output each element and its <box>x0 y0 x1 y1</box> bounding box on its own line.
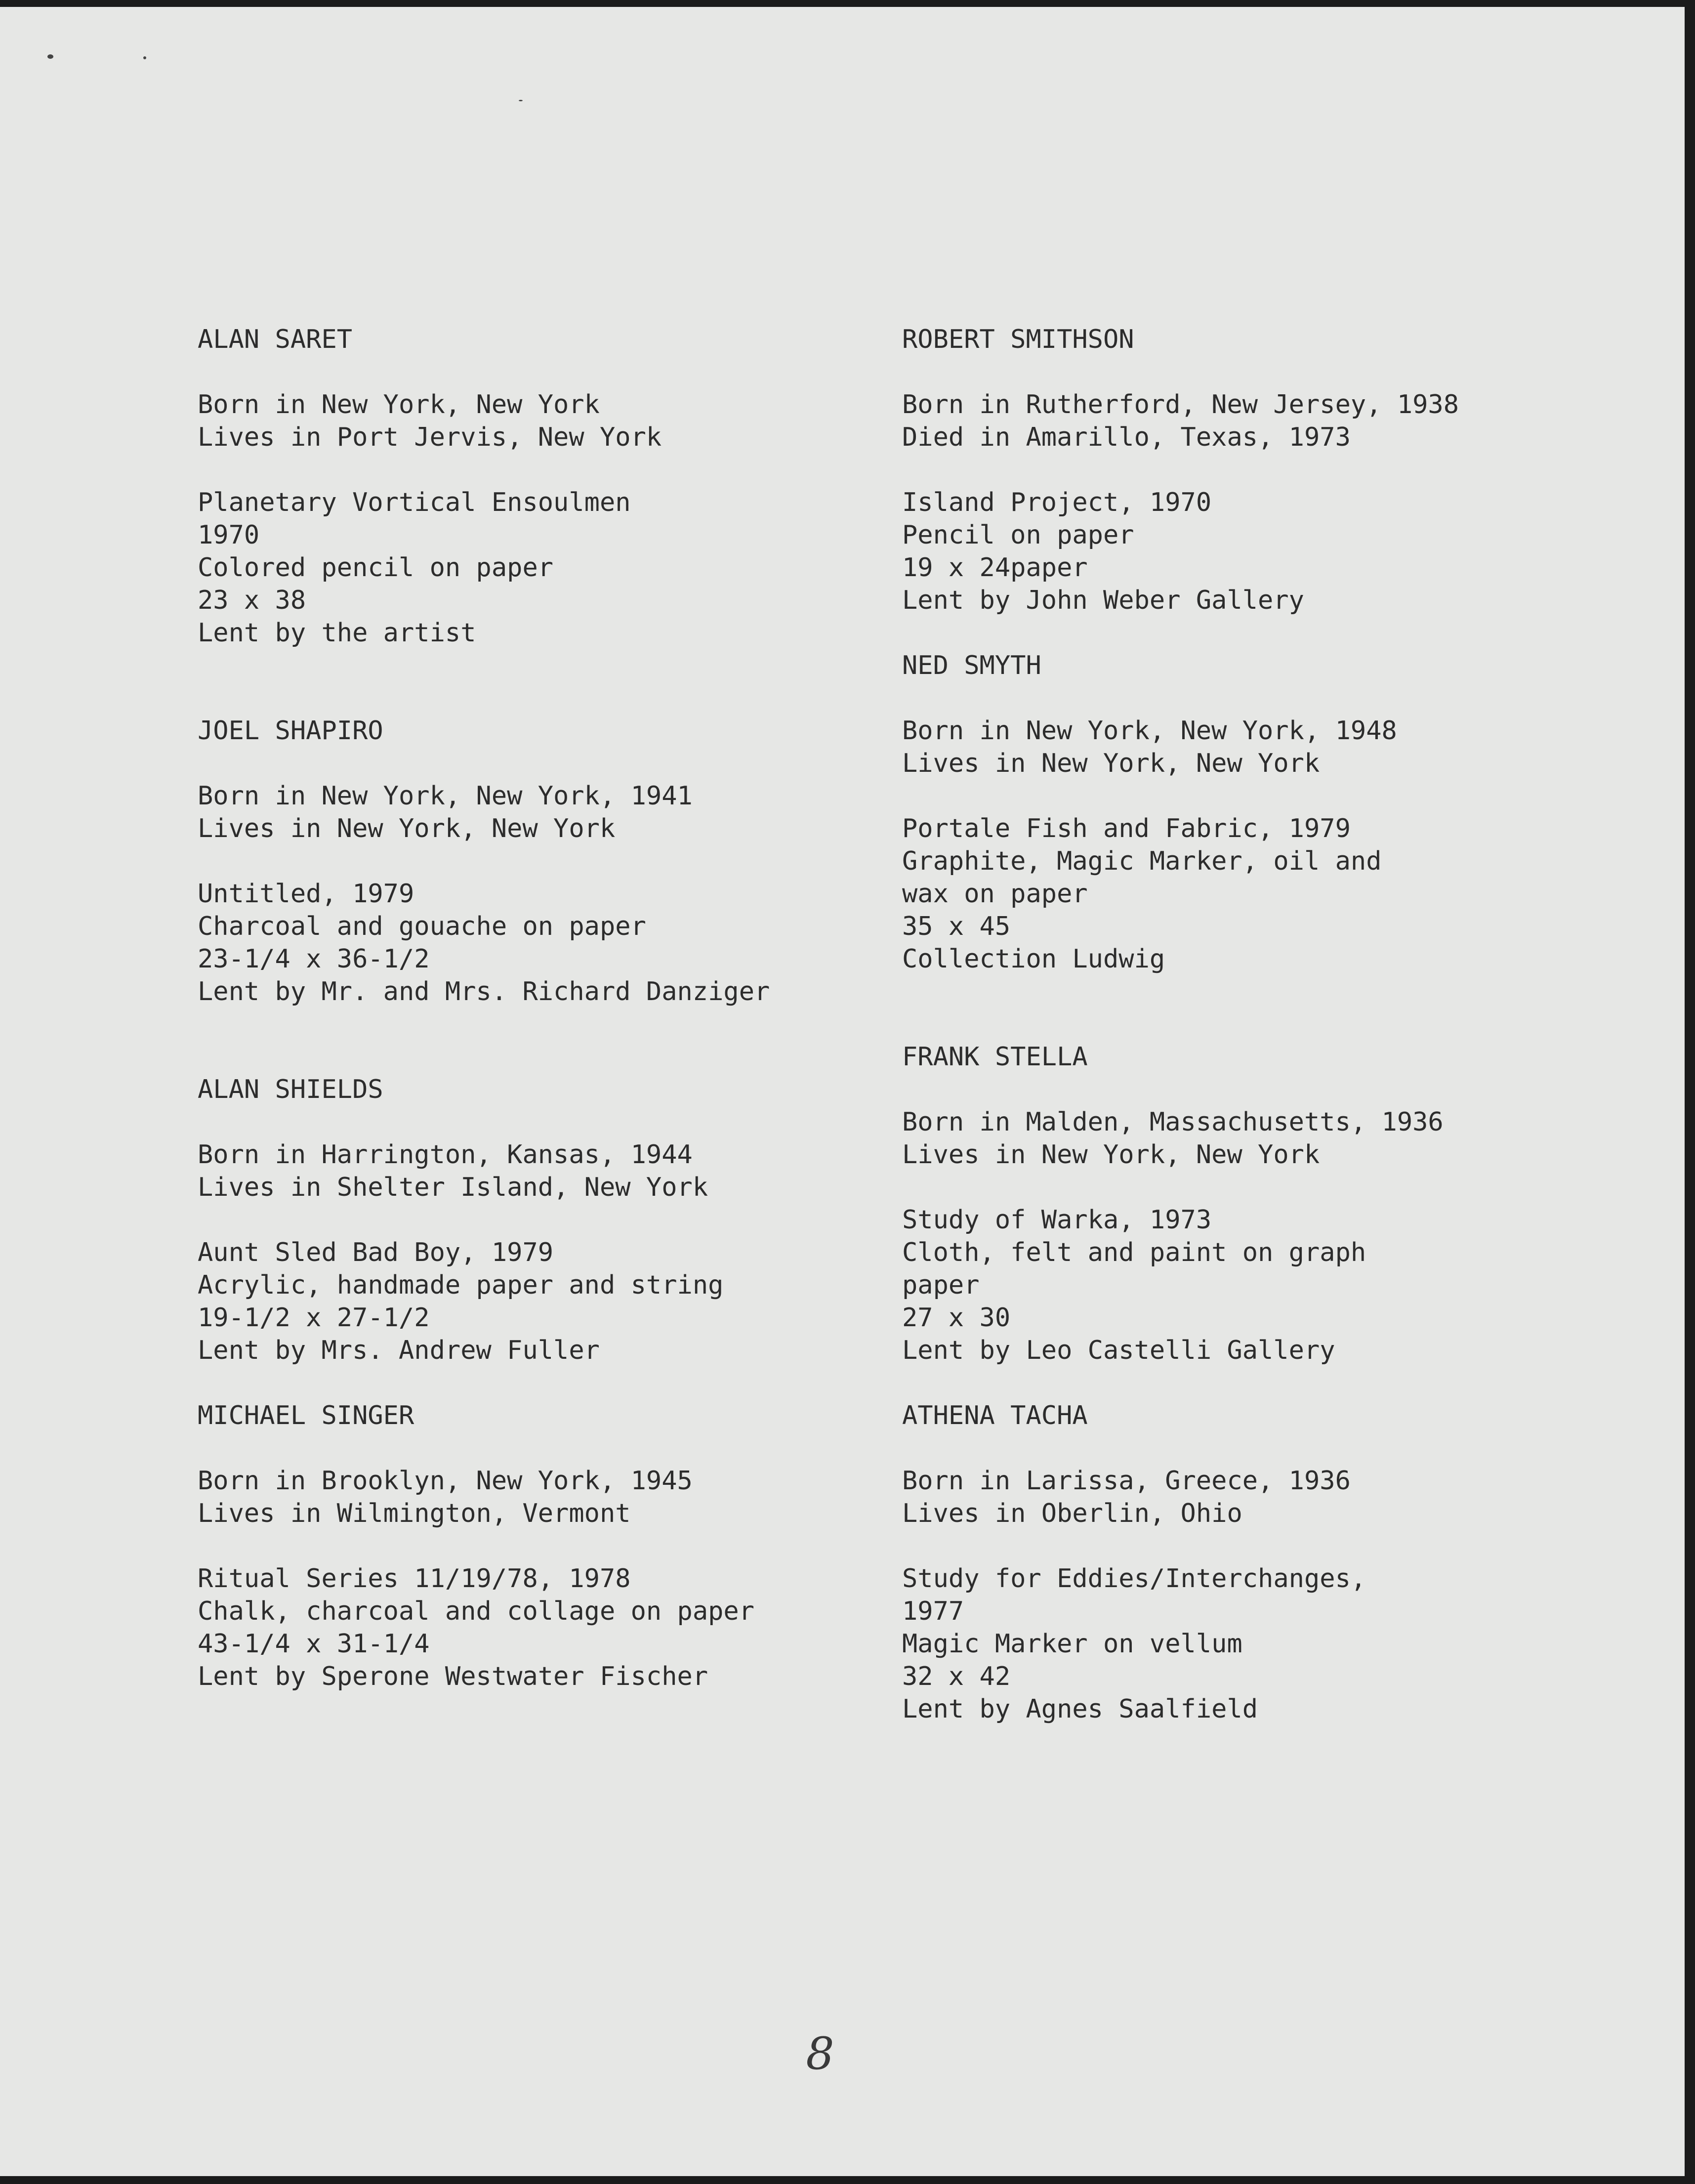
artwork-line: Island Project, 1970 <box>902 488 1212 517</box>
artwork-line: paper <box>902 1270 980 1300</box>
artwork-details <box>198 1236 939 1367</box>
artist-birth: Born in Rutherford, New Jersey, 1938 <box>902 390 1459 420</box>
artwork-details <box>902 812 1643 975</box>
artwork-line: Colored pencil on paper <box>198 553 554 583</box>
artist-entry-alan-shields <box>198 1073 939 1367</box>
artwork-line: Lent by the artist <box>198 618 476 648</box>
entry-gap <box>198 682 939 714</box>
artist-entry-joel-shapiro <box>198 714 939 1008</box>
artwork-line: Collection Ludwig <box>902 944 1165 974</box>
page-number: 8 <box>806 2028 834 2080</box>
artwork-line: 19 x 24paper <box>902 553 1088 583</box>
artwork-line: Portale Fish and Fabric, 1979 <box>902 814 1351 843</box>
artwork-line: Graphite, Magic Marker, oil and <box>902 846 1382 876</box>
artwork-line: Cloth, felt and paint on graph <box>902 1238 1366 1267</box>
artwork-line: Pencil on paper <box>902 520 1134 550</box>
artwork-line: Lent by Leo Castelli Gallery <box>902 1336 1335 1365</box>
artwork-line: Lent by Mr. and Mrs. Richard Danziger <box>198 977 770 1007</box>
entry-gap <box>198 1008 939 1041</box>
document-page <box>0 7 1685 2176</box>
artist-name: ATHENA TACHA <box>902 1401 1088 1430</box>
scan-speck <box>47 54 53 59</box>
artwork-line: Aunt Sled Bad Boy, 1979 <box>198 1238 554 1267</box>
artwork-line: 23-1/4 x 36-1/2 <box>198 944 430 974</box>
artist-entry-alan-saret <box>198 323 939 649</box>
artwork-line: 32 x 42 <box>902 1662 1011 1691</box>
artist-name: MICHAEL SINGER <box>198 1401 414 1430</box>
artist-birth: Born in New York, New York, 1941 <box>198 781 693 811</box>
scan-speck <box>143 56 146 59</box>
artwork-line: 23 x 38 <box>198 586 306 615</box>
artwork-line: Acrylic, handmade paper and string <box>198 1270 724 1300</box>
entry-gap <box>902 617 1643 649</box>
artwork-line: 27 x 30 <box>902 1303 1011 1333</box>
entry-gap <box>198 649 939 682</box>
artwork-line: Lent by John Weber Gallery <box>902 586 1304 615</box>
artist-residence: Lives in Wilmington, Vermont <box>198 1499 631 1528</box>
artwork-line: 43-1/4 x 31-1/4 <box>198 1629 430 1659</box>
artwork-line: Lent by Sperone Westwater Fischer <box>198 1662 708 1691</box>
artist-birth: Born in New York, New York, 1948 <box>902 716 1397 746</box>
artist-bio <box>198 1138 939 1204</box>
artist-entry-ned-smyth <box>902 649 1643 975</box>
entry-gap <box>902 975 1643 1008</box>
artist-bio <box>902 1465 1643 1530</box>
artwork-details <box>902 1204 1643 1367</box>
artist-residence: Lives in Port Jervis, New York <box>198 422 662 452</box>
entry-gap <box>198 1041 939 1073</box>
scan-speck <box>519 100 523 101</box>
artist-name: FRANK STELLA <box>902 1042 1088 1072</box>
artwork-details <box>198 878 939 1008</box>
artwork-details <box>902 1562 1643 1725</box>
artist-entry-frank-stella <box>902 1041 1643 1367</box>
artwork-line: 35 x 45 <box>902 912 1011 941</box>
left-column <box>198 323 939 1693</box>
artist-name: ALAN SARET <box>198 325 353 354</box>
artist-bio <box>198 780 939 845</box>
artwork-line: wax on paper <box>902 879 1088 909</box>
artwork-details <box>198 1562 939 1693</box>
artist-bio <box>902 1106 1643 1171</box>
artwork-line: Magic Marker on vellum <box>902 1629 1242 1659</box>
artist-birth: Born in Malden, Massachusetts, 1936 <box>902 1107 1444 1137</box>
right-column <box>902 323 1643 1725</box>
artwork-line: Planetary Vortical Ensoulmen <box>198 488 631 517</box>
artwork-details <box>902 486 1643 617</box>
entry-gap <box>902 1008 1643 1041</box>
artist-entry-athena-tacha <box>902 1399 1643 1725</box>
artwork-line: Untitled, 1979 <box>198 879 414 909</box>
artist-death: Died in Amarillo, Texas, 1973 <box>902 422 1351 452</box>
artist-bio <box>198 388 939 454</box>
artist-residence: Lives in Oberlin, Ohio <box>902 1499 1242 1528</box>
entry-gap <box>902 1367 1643 1399</box>
artist-residence: Lives in Shelter Island, New York <box>198 1173 708 1202</box>
artist-name: ALAN SHIELDS <box>198 1075 383 1104</box>
artwork-line: Charcoal and gouache on paper <box>198 912 646 941</box>
artwork-line: 1970 <box>198 520 260 550</box>
artist-birth: Born in New York, New York <box>198 390 600 420</box>
artwork-line: Lent by Agnes Saalfield <box>902 1694 1258 1724</box>
artist-residence: Lives in New York, New York <box>902 749 1320 778</box>
artwork-details <box>198 486 939 649</box>
artist-residence: Lives in New York, New York <box>198 814 616 843</box>
artwork-line: Ritual Series 11/19/78, 1978 <box>198 1564 631 1594</box>
artist-name: NED SMYTH <box>902 651 1041 680</box>
artist-entry-robert-smithson <box>902 323 1643 617</box>
artist-entry-michael-singer <box>198 1399 939 1693</box>
artwork-line: 19-1/2 x 27-1/2 <box>198 1303 430 1333</box>
artist-birth: Born in Harrington, Kansas, 1944 <box>198 1140 693 1170</box>
artwork-line: Study of Warka, 1973 <box>902 1205 1212 1235</box>
artist-bio <box>902 714 1643 780</box>
artist-birth: Born in Larissa, Greece, 1936 <box>902 1466 1351 1496</box>
artwork-line: Study for Eddies/Interchanges, <box>902 1564 1366 1594</box>
artist-name: ROBERT SMITHSON <box>902 325 1134 354</box>
artwork-line: 1977 <box>902 1596 964 1626</box>
artist-name: JOEL SHAPIRO <box>198 716 383 746</box>
artist-bio <box>198 1465 939 1530</box>
artist-bio <box>902 388 1643 454</box>
artwork-line: Lent by Mrs. Andrew Fuller <box>198 1336 600 1365</box>
artist-birth: Born in Brooklyn, New York, 1945 <box>198 1466 693 1496</box>
artist-residence: Lives in New York, New York <box>902 1140 1320 1170</box>
artwork-line: Chalk, charcoal and collage on paper <box>198 1596 755 1626</box>
entry-gap <box>198 1367 939 1399</box>
